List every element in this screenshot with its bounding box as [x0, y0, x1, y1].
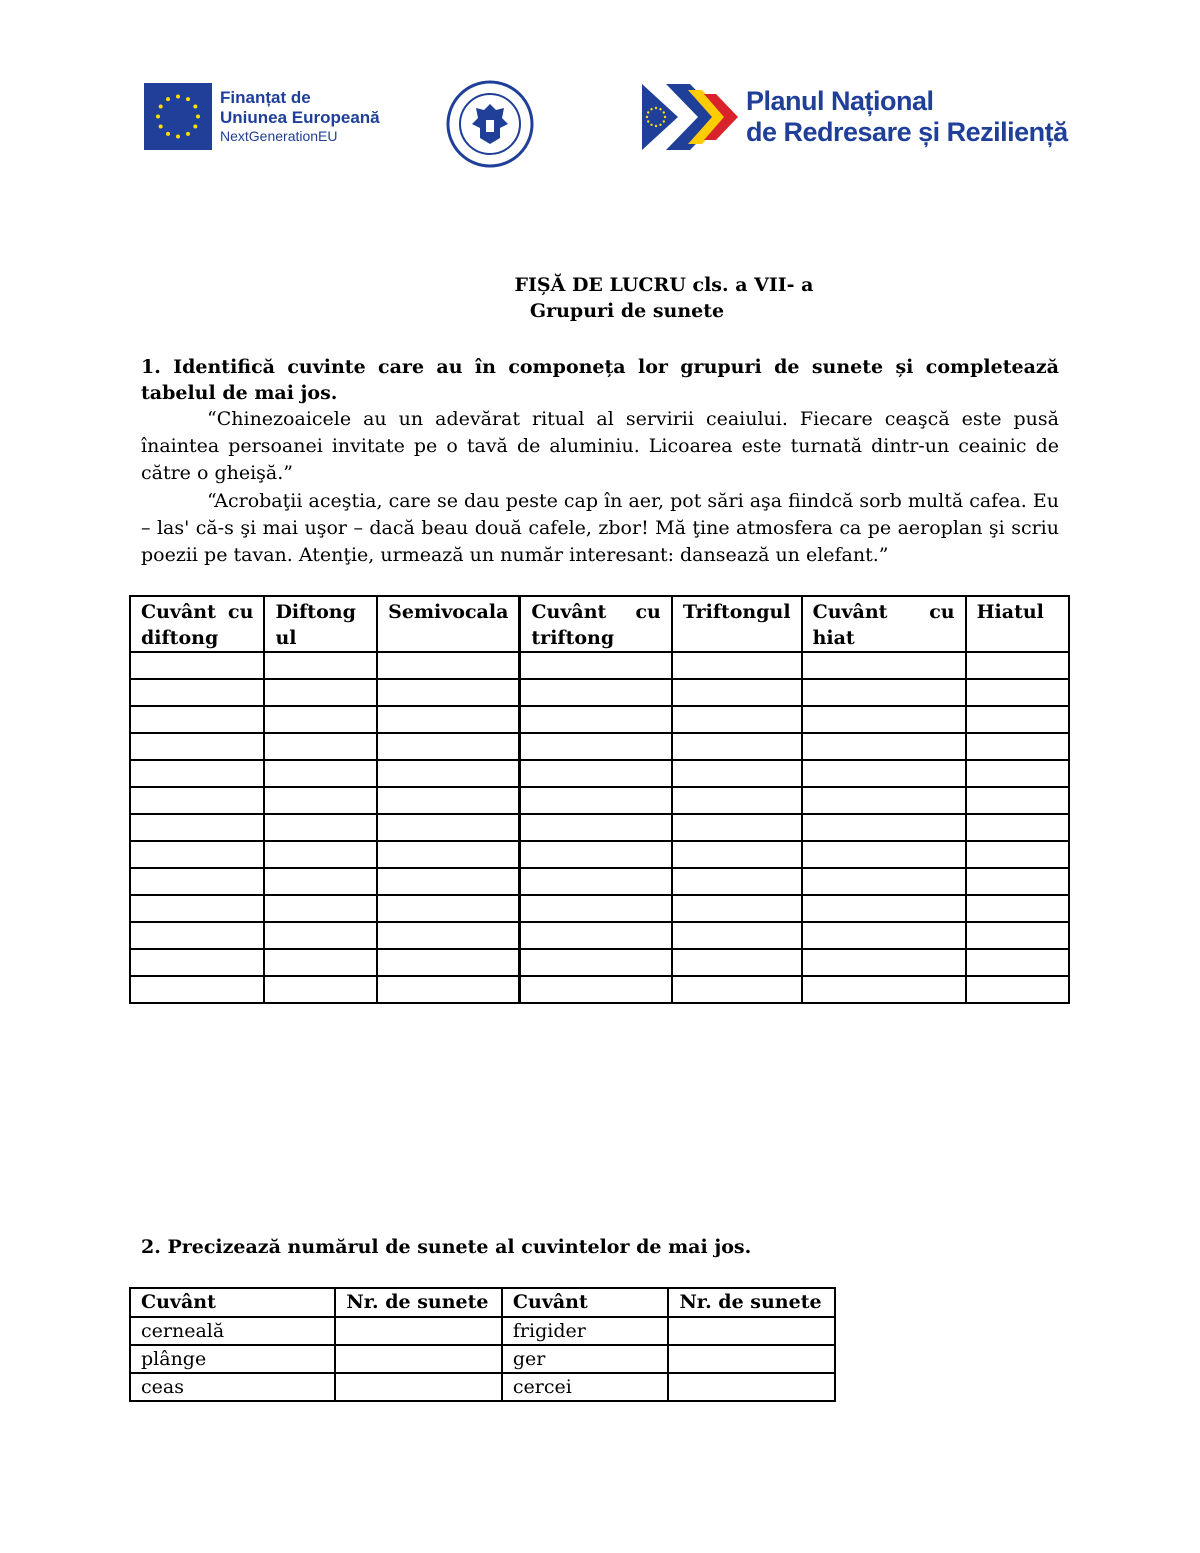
eu-logo-line3: NextGenerationEU — [220, 128, 338, 145]
table-cell — [130, 733, 264, 760]
table-cell — [264, 949, 377, 976]
table-cell — [966, 652, 1069, 679]
table-row — [130, 976, 1069, 1003]
pnrr-logo-line1: Planul Național — [746, 85, 934, 116]
table-cell — [520, 976, 672, 1003]
table-cell — [130, 679, 264, 706]
table-cell — [335, 1345, 502, 1373]
table-cell — [130, 841, 264, 868]
table-cell — [668, 1373, 835, 1401]
table-cell — [520, 949, 672, 976]
table-row — [130, 868, 1069, 895]
table-header-row — [130, 596, 1069, 652]
table-cell — [672, 679, 802, 706]
table-cell — [966, 706, 1069, 733]
table-cell — [264, 976, 377, 1003]
table-row — [130, 949, 1069, 976]
table-cell — [966, 868, 1069, 895]
table-cell: cercei — [502, 1373, 669, 1401]
table-cell — [672, 841, 802, 868]
table-cell — [377, 679, 520, 706]
table-cell — [377, 733, 520, 760]
table-cell — [130, 868, 264, 895]
table-cell — [802, 787, 966, 814]
table-cell — [802, 679, 966, 706]
table-cell — [672, 787, 802, 814]
table-cell — [130, 922, 264, 949]
table-cell — [130, 706, 264, 733]
table-header-cell: Semivocala — [377, 596, 520, 652]
table-cell — [377, 922, 520, 949]
table-cell — [802, 922, 966, 949]
table-cell — [520, 652, 672, 679]
table-cell — [377, 949, 520, 976]
table-cell — [264, 787, 377, 814]
page-subtitle: Grupuri de sunete — [529, 300, 725, 322]
table-cell — [520, 841, 672, 868]
table-header-cell: Cuvânt cu diftong — [130, 596, 264, 652]
pnrr-logo — [642, 84, 1068, 150]
table-row — [130, 787, 1069, 814]
task1-instruction: 1. Identifică cuvinte care au în componeța lor grupuri de sunete și completează tabelul de mai jos. — [141, 356, 1059, 404]
table-cell — [802, 733, 966, 760]
table-cell — [802, 814, 966, 841]
table-cell — [672, 814, 802, 841]
table-row — [130, 733, 1069, 760]
table-cell — [377, 841, 520, 868]
table-cell — [966, 922, 1069, 949]
table-cell — [672, 949, 802, 976]
table-header-cell: Nr. de sunete — [335, 1288, 502, 1317]
table-cell — [264, 679, 377, 706]
table-cell — [520, 679, 672, 706]
table-cell — [520, 706, 672, 733]
sound-groups-table — [129, 595, 1070, 1004]
table-cell — [966, 814, 1069, 841]
table-cell — [668, 1317, 835, 1345]
table-header-cell: Cuvânt cu hiat — [802, 596, 966, 652]
table-cell — [377, 760, 520, 787]
table-cell — [264, 868, 377, 895]
table-header-cell: Cuvânt cu triftong — [520, 596, 672, 652]
table-row — [130, 706, 1069, 733]
table-row — [130, 895, 1069, 922]
table-cell — [264, 895, 377, 922]
table-cell — [264, 760, 377, 787]
table-cell — [966, 760, 1069, 787]
sound-count-table — [129, 1287, 836, 1402]
table-cell — [264, 733, 377, 760]
table-cell — [377, 787, 520, 814]
table-cell — [130, 760, 264, 787]
page-title: FIȘĂ DE LUCRU cls. a VII- a — [514, 274, 814, 296]
table-cell — [672, 760, 802, 787]
table-cell — [520, 922, 672, 949]
table-row — [130, 814, 1069, 841]
table-cell: frigider — [502, 1317, 669, 1345]
table-row — [130, 922, 1069, 949]
table-cell — [672, 922, 802, 949]
table-header-row — [130, 1288, 835, 1317]
task2-instruction: 2. Precizează numărul de sunete al cuvintelor de mai jos. — [141, 1236, 752, 1258]
table-cell — [130, 976, 264, 1003]
table-cell — [802, 976, 966, 1003]
table-cell — [264, 841, 377, 868]
table-row — [130, 760, 1069, 787]
table-cell: cerneală — [130, 1317, 335, 1345]
table-cell — [802, 868, 966, 895]
table-cell — [335, 1373, 502, 1401]
table-cell — [966, 895, 1069, 922]
table-cell: ceas — [130, 1373, 335, 1401]
table-header-cell: Triftongul — [672, 596, 802, 652]
table-cell: ger — [502, 1345, 669, 1373]
table-cell — [130, 814, 264, 841]
table-cell — [377, 868, 520, 895]
table-header-cell: Diftongul — [264, 596, 377, 652]
table-cell — [802, 760, 966, 787]
table-cell — [966, 787, 1069, 814]
table-cell — [802, 652, 966, 679]
table-cell — [966, 949, 1069, 976]
table-cell — [264, 652, 377, 679]
table-cell — [802, 706, 966, 733]
table-cell — [520, 787, 672, 814]
table-cell — [520, 814, 672, 841]
table-cell — [264, 922, 377, 949]
table-row — [130, 652, 1069, 679]
table-cell — [672, 652, 802, 679]
table-cell — [377, 706, 520, 733]
table-cell — [520, 760, 672, 787]
table-row — [130, 1317, 835, 1345]
table-cell — [966, 679, 1069, 706]
table-cell — [520, 868, 672, 895]
table-cell — [672, 706, 802, 733]
table-cell — [377, 895, 520, 922]
table-header-cell: Cuvânt — [502, 1288, 669, 1317]
table-cell — [264, 706, 377, 733]
table-cell — [130, 949, 264, 976]
pnrr-logo-text — [746, 86, 1068, 148]
table-row — [130, 1345, 835, 1373]
eu-logo-line2: Uniunea Europeană — [220, 108, 380, 128]
table-cell — [802, 895, 966, 922]
eu-logo-line1: Finanțat de — [220, 87, 311, 107]
eu-flag-icon — [144, 83, 212, 150]
table-cell — [802, 841, 966, 868]
task1-paragraph1: “Chinezoaicele au un adevărat ritual al servirii ceaiului. Fiecare ceaşcă este pusă înaintea persoanei invitate pe o tavă de aluminiu. Licoarea este turnată dintr-un ceainic de către o gheişă.” — [141, 408, 1059, 484]
table-cell — [130, 787, 264, 814]
eu-logo — [144, 83, 380, 150]
table-cell — [672, 895, 802, 922]
table-cell — [672, 733, 802, 760]
table-cell — [377, 976, 520, 1003]
task1-paragraph2: “Acrobaţii aceştia, care se dau peste cap în aer, pot sări aşa fiindcă sorb multă cafea. Eu – las' că-s şi mai uşor – dacă beau două cafele, zbor! Mă ţine atmosfera ca pe aeroplan şi scriu poezii pe tavan. Atenţie, urmează un număr interesant: dansează un elefant.” — [141, 490, 1059, 566]
table-cell — [130, 895, 264, 922]
government-seal-icon — [446, 80, 534, 172]
table-header-cell: Hiatul — [966, 596, 1069, 652]
table-cell — [672, 868, 802, 895]
table-cell: plânge — [130, 1345, 335, 1373]
table-cell — [520, 895, 672, 922]
table-cell — [668, 1345, 835, 1373]
table-cell — [966, 976, 1069, 1003]
pnrr-flag-icon — [642, 84, 738, 150]
table-cell — [966, 841, 1069, 868]
table-header-cell: Cuvânt — [130, 1288, 335, 1317]
table-row — [130, 841, 1069, 868]
table-cell — [264, 814, 377, 841]
table-header-cell: Nr. de sunete — [668, 1288, 835, 1317]
table-cell — [802, 949, 966, 976]
table-cell — [335, 1317, 502, 1345]
table-row — [130, 1373, 835, 1401]
table-cell — [130, 652, 264, 679]
table-cell — [672, 976, 802, 1003]
eu-logo-text — [220, 88, 380, 146]
pnrr-logo-line2: de Redresare și Reziliență — [746, 117, 1068, 147]
table-cell — [520, 733, 672, 760]
table-cell — [377, 652, 520, 679]
table-row — [130, 679, 1069, 706]
table-cell — [377, 814, 520, 841]
table-cell — [966, 733, 1069, 760]
